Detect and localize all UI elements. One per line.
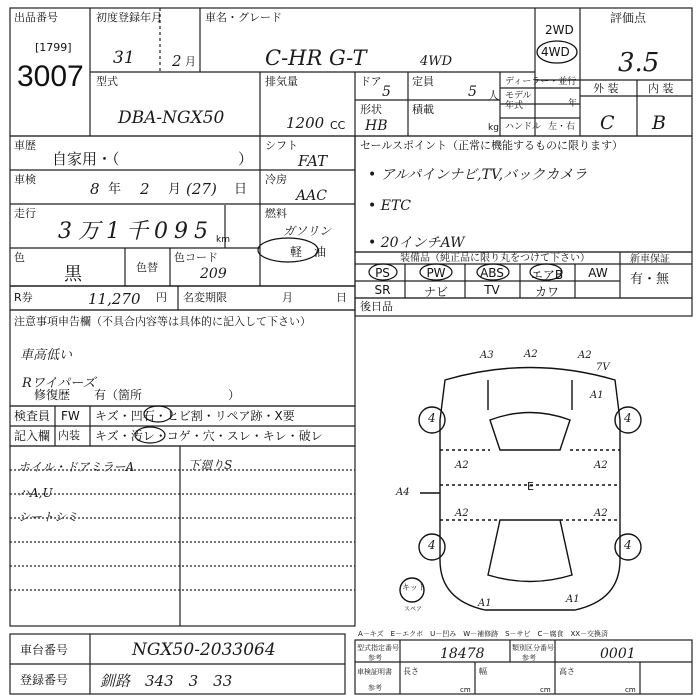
new-car-value: 有・無 <box>630 272 670 287</box>
mark-e: E <box>527 480 534 493</box>
kit-label: キット <box>402 583 426 592</box>
inspection-day-unit: 日 <box>234 182 248 197</box>
shift-value: FAT <box>298 152 328 170</box>
lot-sub: [1799] <box>35 41 72 54</box>
interior-label: 内 装 <box>648 82 674 95</box>
first-reg-month: 2 <box>172 52 182 70</box>
interior-value: B <box>652 112 666 134</box>
model-year-label1: モデル <box>505 91 532 101</box>
repair-label: 修復歴 有（箇所 <box>34 388 143 402</box>
equip-leather: カワ <box>534 285 559 299</box>
year-unit: 年 <box>568 99 578 109</box>
inspection-label: 車検 <box>14 173 36 186</box>
aircon-label: 冷房 <box>265 173 287 186</box>
shape-label: 形状 <box>360 103 382 116</box>
sales-point-1: • アルパインナビ,TV,バックカメラ <box>368 167 588 183</box>
inspection-month-unit: 月 <box>168 182 182 197</box>
equip-airbag: エアB <box>530 268 564 282</box>
repair-close: ） <box>228 388 241 402</box>
capacity-value: 5 <box>468 84 477 100</box>
capacity-label: 定員 <box>412 75 434 88</box>
hand-note-1: ホイル・ドアミラーA <box>18 460 135 474</box>
grade-value: 3.5 <box>618 48 660 78</box>
lot-number: 3007 <box>17 60 84 93</box>
mark-a2-right: A2 <box>594 460 608 471</box>
recycle-value: 11,270 <box>88 290 141 308</box>
type-approval-value: 18478 <box>440 646 485 662</box>
inspection-day: (27) <box>186 180 217 198</box>
fuel-diesel: 軽 油 <box>290 245 327 259</box>
interior-items: キズ・汚レ・コゲ・穴・スレ・キレ・破レ <box>95 429 323 443</box>
mark-a2-leftlow: A2 <box>455 508 469 519</box>
lot-label: 出品番号 <box>14 11 58 24</box>
equip-pw: PW <box>426 266 446 280</box>
inspection-month: 2 <box>140 180 150 198</box>
mark-a4: A4 <box>396 487 410 498</box>
mark-a2-rightlow: A2 <box>594 508 608 519</box>
equip-tv: TV <box>484 283 500 297</box>
type-approval-sub: 参考 <box>368 654 382 662</box>
mark-a2-left: A2 <box>455 460 469 471</box>
mark-tire-rr: 4 <box>624 538 632 552</box>
inspector-label1: 検査員 <box>14 409 51 423</box>
door-value: 5 <box>382 84 391 100</box>
cert-sub: 参考 <box>368 684 382 692</box>
inspector-label2: 記入欄 <box>14 429 51 443</box>
mark-tire-fl: 4 <box>428 411 436 425</box>
displacement-label: 排気量 <box>265 75 298 88</box>
usage-value: 自家用・（ <box>52 150 120 168</box>
type-approval-label: 型式指定番号 <box>357 644 399 652</box>
mark-tire-rl: 4 <box>428 538 436 552</box>
length-label: 長さ <box>403 667 419 676</box>
chassis-value: NGX50-2033064 <box>132 640 276 660</box>
delivery-label: 後日品 <box>360 300 393 313</box>
cert-label: 車検証明書 <box>357 668 392 676</box>
handle-label: ハンドル <box>505 122 542 132</box>
handle-value: 左・右 <box>548 122 576 132</box>
first-reg-label: 初度登録年月 <box>96 11 162 24</box>
mark-a1-rearright: A1 <box>566 594 580 605</box>
model-value: DBA-NGX50 <box>118 108 225 128</box>
name-change-label: 名変期限 <box>183 291 227 304</box>
model-year-label2: 年式 <box>505 101 524 111</box>
usage-label: 車歴 <box>14 139 36 152</box>
exterior-label: 外 装 <box>593 82 619 95</box>
shape-value: HB <box>365 118 388 134</box>
category-label: 類別区分番号 <box>512 644 554 652</box>
color-value: 黒 <box>64 264 82 285</box>
mark-a2-topright: A2 <box>578 350 592 361</box>
equip-sr: SR <box>374 283 391 297</box>
load-unit: kg <box>488 123 499 133</box>
name-label: 車名・グレード <box>205 11 282 24</box>
mark-tire-fr: 4 <box>624 411 632 425</box>
drive-written: 4WD <box>420 54 453 69</box>
kit-sub: スペア <box>404 606 423 613</box>
reg-label: 登録番号 <box>20 673 69 687</box>
mileage-unit: km <box>216 235 230 245</box>
hand-note-4: シートシミ <box>18 510 79 524</box>
dealer-label: ディーラー・並行 <box>505 77 577 87</box>
hand-note-2: 下廻りS <box>188 458 233 472</box>
inspection-year: 8 <box>90 180 100 198</box>
sales-point-2: • ETC <box>368 198 411 214</box>
car-name: C-HR G-T <box>265 46 367 70</box>
fuel-label: 燃料 <box>265 207 287 220</box>
mark-a1-rear: A1 <box>478 598 492 609</box>
equip-ps: PS <box>375 266 390 280</box>
recycle-label: R券 <box>14 291 33 304</box>
drive-2wd: 2WD <box>545 23 574 37</box>
damage-legend: A－キズ E－エクボ U－凹み W－補修跡 S－サビ C－腐食 XX－交換済 <box>358 630 609 638</box>
hand-note-3: ハA,U <box>18 486 53 500</box>
color-change-label: 色替 <box>136 261 158 274</box>
height-unit: cm <box>625 686 636 694</box>
capacity-unit: 人 <box>488 89 499 102</box>
width-unit: cm <box>540 686 551 694</box>
drive-4wd: 4WD <box>541 45 570 59</box>
category-sub: 参考 <box>522 654 536 662</box>
equipment-label: 装備品（純正品に限り丸をつけて下さい） <box>400 253 590 264</box>
chassis-label: 車台番号 <box>20 643 69 657</box>
recycle-unit: 円 <box>156 291 167 304</box>
shift-label: シフト <box>265 139 298 152</box>
door-label: ドア <box>360 75 382 88</box>
mark-a3: A3 <box>480 350 494 361</box>
fw-items: キズ・凹石・ヒビ割・リペア跡・X要 <box>95 409 295 423</box>
usage-close: ） <box>238 150 254 168</box>
note-line-1: 車高低い <box>20 348 73 363</box>
sales-points-label: セールスポイント（正常に機能するものに限ります） <box>360 139 624 152</box>
color-code-value: 209 <box>200 266 227 282</box>
color-label: 色 <box>14 251 25 264</box>
mark-a2-top: A2 <box>524 349 538 360</box>
load-label: 積載 <box>412 103 434 116</box>
equip-aw: AW <box>588 266 608 280</box>
new-car-label: 新車保証 <box>630 254 670 265</box>
fw-label: FW <box>61 409 80 423</box>
sales-point-3: • 20インチAW <box>368 235 465 251</box>
inspection-year-unit: 年 <box>108 182 122 197</box>
reg-value: 釧路 343 3 33 <box>100 672 233 690</box>
notes-label: 注意事項申告欄（不具合内容等は具体的に記入して下さい） <box>14 315 311 328</box>
mark-a1-right: A1 <box>590 390 604 401</box>
name-change-day: 日 <box>336 291 347 304</box>
width-label: 幅 <box>479 667 487 676</box>
mark-7v: 7V <box>596 362 610 373</box>
exterior-value: C <box>600 112 615 134</box>
height-label: 高さ <box>559 667 575 676</box>
category-value: 0001 <box>600 646 636 662</box>
car-diagram <box>400 368 641 611</box>
equip-abs: ABS <box>480 266 504 280</box>
color-code-label: 色コード <box>174 251 218 264</box>
note-line-2: Rワイパーズ <box>22 376 96 391</box>
equip-navi: ナビ <box>423 285 448 299</box>
fuel-gasoline: ガソリン <box>283 224 332 238</box>
mileage-value: 3万1千095 <box>58 219 214 244</box>
first-reg-year: 31 <box>113 48 135 68</box>
mileage-label: 走行 <box>14 207 36 220</box>
grade-label: 評価点 <box>610 11 647 25</box>
length-unit: cm <box>460 686 471 694</box>
displacement-unit: CC <box>330 119 346 132</box>
interior-check-label: 内装 <box>58 429 80 442</box>
first-reg-month-unit: 月 <box>185 55 196 68</box>
model-label: 型式 <box>96 75 118 88</box>
aircon-value: AAC <box>296 188 327 204</box>
displacement-value: 1200 <box>286 114 325 132</box>
name-change-month: 月 <box>282 291 293 304</box>
